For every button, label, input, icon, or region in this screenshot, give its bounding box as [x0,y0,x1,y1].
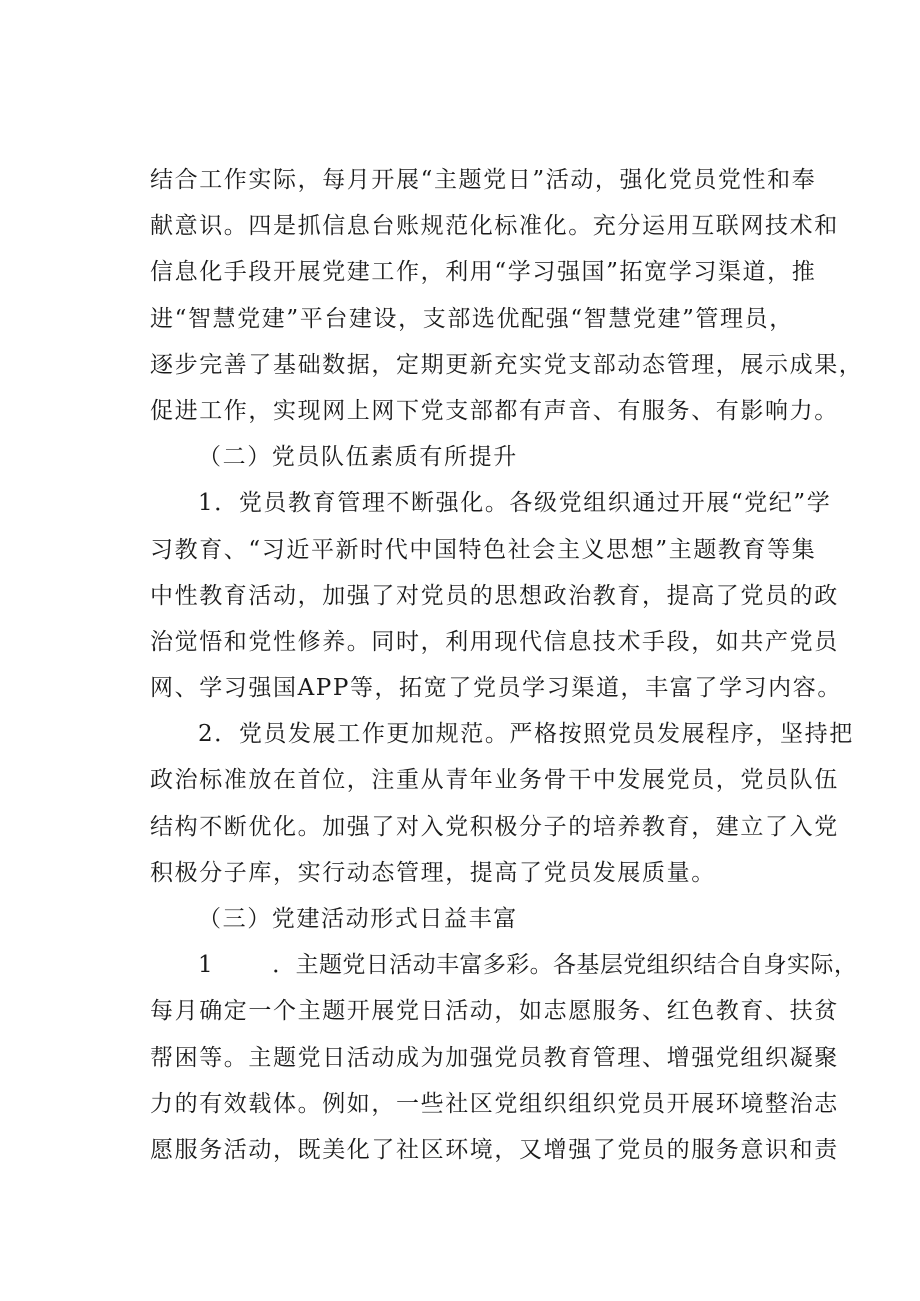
document-page [150,157,864,1173]
body-line: 1．党员教育管理不断强化。各级党组织通过开展“党纪”学 [198,490,832,517]
item-number: 1 [198,952,215,979]
body-line: 献意识。四是抓信息台账规范化标准化。充分运用互联网技术和 [150,213,839,240]
numbered-line [150,942,858,988]
body-line: 网、学习强国APP等，拓宽了党员学习渠道，丰富了学习内容。 [150,675,842,702]
body-line: 逐步完善了基础数据，定期更新充实党支部动态管理，展示成果， [150,351,864,378]
body-line: 促进工作，实现网上网下党支部都有声音、有服务、有影响力。 [150,397,839,424]
body-line: 结合工作实际，每月开展“主题党日”活动，强化党员党性和奉 [150,167,817,193]
section-heading-2: （二）党员队伍素质有所提升 [198,444,518,471]
body-line: 中性教育活动，加强了对党员的思想政治教育，提高了党员的政 [150,582,839,609]
body-line: 愿服务活动，既美化了社区环境，又增强了党员的服务意识和责 [150,1136,839,1163]
body-line: 每月确定一个主题开展党日活动，如志愿服务、红色教育、扶贫 [150,998,839,1025]
body-line: 习教育、“习近平新时代中国特色社会主义思想”主题教育等集 [150,536,817,563]
body-line: 帮困等。主题党日活动成为加强党员教育管理、增强党组织凝聚 [150,1044,839,1071]
item-text: ．主题党日活动丰富多彩。各基层党组织结合自身实际， [272,952,858,979]
body-line: 政治标准放在首位，注重从青年业务骨干中发展党员，党员队伍 [150,767,839,794]
body-line: 结构不断优化。加强了对入党积极分子的培养教育，建立了入党 [150,813,839,840]
body-line: 信息化手段开展党建工作，利用“学习强国”拓宽学习渠道，推 [150,259,817,286]
body-line: 积极分子库，实行动态管理，提高了党员发展质量。 [150,859,716,886]
body-line: 力的有效载体。例如，一些社区党组织组织党员开展环境整治志 [150,1090,839,1117]
body-line: 治觉悟和党性修养。同时，利用现代信息技术手段，如共产党员 [150,628,839,655]
body-line: 2．党员发展工作更加规范。严格按照党员发展程序，坚持把 [198,721,854,748]
section-heading-3: （三）党建活动形式日益丰富 [198,906,518,932]
body-line: 进“智慧党建”平台建设，支部选优配强“智慧党建”管理员， [150,305,794,332]
